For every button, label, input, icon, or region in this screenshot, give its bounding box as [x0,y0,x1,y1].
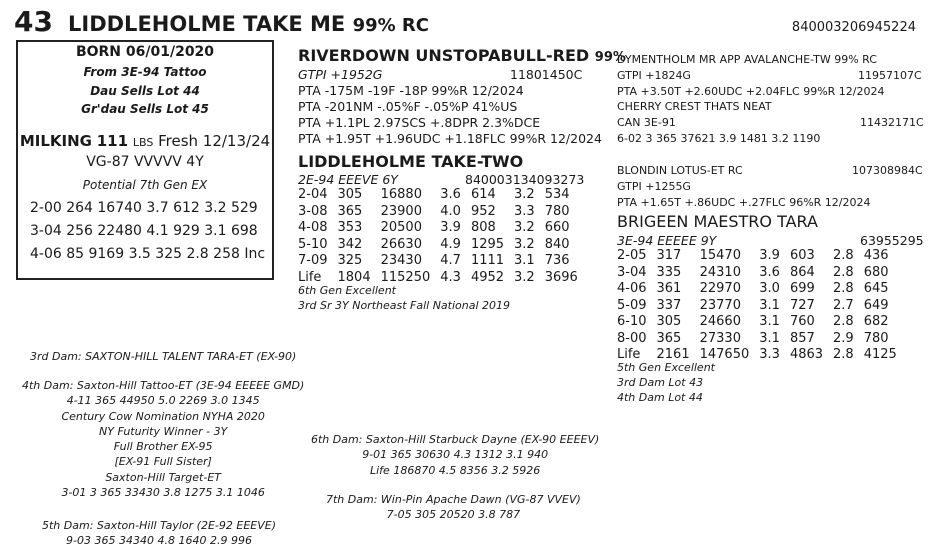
record-cell: 22970 [699,281,741,296]
production-record: 3-04 256 22480 4.1 929 3.1 698 [30,223,258,239]
seventh-dam-line: 7-05 305 20520 3.8 787 [386,508,521,522]
registration-number: 840003206945224 [791,20,916,35]
record-cell: 3.1 [759,297,780,313]
sixth-dam-block [311,432,599,478]
record-cell: 3.2 [514,269,535,285]
record-cell: 857 [789,330,815,346]
record-cell: 1295 [470,236,505,252]
record-cell: 952 [470,203,496,219]
dam-dam-reg: 63955295 [860,233,924,248]
record-cell: 325 [337,253,363,268]
record-cell: 1111 [470,253,505,268]
milking-line [18,132,272,150]
sire-dam-name: CHERRY CREST THATS NEAT [617,100,772,113]
record-row [298,204,588,221]
animal-name: LIDDLEHOLME TAKE ME [68,12,346,36]
record-row [617,331,907,348]
classification: VG-87 VVVVV 4Y [86,154,204,170]
record-cell: 3.2 [514,236,535,252]
record-cell: 436 [863,248,889,263]
record-cell: 3.9 [440,220,461,235]
fourth-dam-line: Century Cow Nomination NYHA 2020 [61,409,265,423]
record-row [617,314,907,331]
record-cell: 3.2 [514,187,535,202]
dam-dam-class: 3E-94 EEEEE 9Y [617,233,717,248]
sire-pta-line: PTA -175M -19F -18P 99%R 12/2024 [298,83,524,98]
sixth-dam-line: 6th Dam: Saxton-Hill Starbuck Dayne (EX-90 EEEEV) [311,433,600,446]
dam-note: 6th Gen Excellent [298,284,396,297]
dam-name: LIDDLEHOLME TAKE-TWO [298,152,524,171]
record-cell: 603 [789,248,815,263]
fourth-dam-line: 4-11 365 44950 5.0 2269 3.0 1345 [66,394,260,408]
record-cell: 7-09 [298,253,328,268]
fourth-dam-line: 4th Dam: Saxton-Hill Tattoo-ET (3E-94 EEEEE GMD) [22,379,305,392]
record-cell: 2.8 [833,347,854,362]
fourth-dam-line: NY Futurity Winner - 3Y [99,424,228,438]
record-cell: 3.1 [514,253,535,268]
record-cell: 2.7 [833,297,854,313]
sire-sire-pta: PTA +3.50T +2.60UDC +2.04FLC 99%R 12/2024 [617,85,885,98]
record-cell: 335 [656,264,682,280]
record-cell: 3696 [544,269,578,285]
record-cell: 365 [656,330,682,346]
dam-note: 3rd Sr 3Y Northeast Fall National 2019 [298,299,511,312]
record-cell: 115250 [380,269,431,285]
record-cell: 1804 [337,269,371,285]
record-cell: 16880 [380,187,422,202]
record-cell: 2161 [656,347,690,362]
record-cell: 4.0 [440,203,461,219]
record-cell: 4-08 [298,220,328,235]
born-date: BORN 06/01/2020 [75,44,215,60]
record-row [298,253,588,270]
record-cell: 365 [337,203,363,219]
record-row [617,265,907,282]
record-cell: 15470 [699,248,741,263]
info-line: From 3E-94 Tattoo [83,65,207,79]
record-row [617,281,907,298]
record-cell: 5-10 [298,236,328,252]
dam-sire-reg: 107308984C [852,164,923,177]
dam-dam-name: BRIGEEN MAESTRO TARA [617,212,818,231]
record-cell: 27330 [699,330,741,346]
record-cell: 534 [544,187,570,202]
record-cell: 6-10 [617,314,647,329]
sire-pta-line: PTA -201NM -.05%F -.05%P 41%US [298,99,518,114]
record-cell: 760 [789,314,815,329]
record-cell: 23770 [699,297,741,313]
record-cell: 305 [337,187,363,202]
record-cell: 808 [470,220,496,235]
record-cell: 614 [470,187,496,202]
record-cell: 147650 [699,347,750,362]
record-cell: 736 [544,253,570,268]
record-cell: 3.2 [514,220,535,235]
dam-dam-note: 5th Gen Excellent [617,361,715,374]
record-cell: 3.6 [440,187,461,202]
fifth-dam-line: 9-03 365 34340 4.8 1640 2.9 996 [66,534,252,548]
sire-pta-line: PTA +1.95T +1.96UDC +1.18FLC 99%R 12/2024 [298,131,602,146]
fourth-dam-line: Saxton-Hill Target-ET [105,470,221,484]
record-cell: 24310 [699,264,741,280]
record-cell: 3.9 [759,248,780,263]
record-cell: 682 [863,314,889,329]
dam-sire-name: BLONDIN LOTUS-ET RC [617,164,743,177]
record-cell: 2.9 [833,330,854,346]
record-row [617,248,907,265]
sire-sire-reg: 11957107C [858,69,922,82]
production-record: 2-00 264 16740 3.7 612 3.2 529 [30,200,258,216]
sire-sire-name: DYMENTHOLM MR APP AVALANCHE-TW 99% RC [617,53,877,66]
info-line: Gr'dau Sells Lot 45 [81,102,209,116]
sixth-dam-line: 9-01 365 30630 4.3 1312 3.1 940 [362,448,549,462]
record-cell: 5-09 [617,297,647,313]
sire-sire-gtpi: GTPI +1824G [617,69,691,82]
dam-dam-note: 3rd Dam Lot 43 [617,376,704,389]
fourth-dam-line: Full Brother EX-95 [113,440,213,454]
record-cell: 3-04 [617,264,647,280]
record-cell: 2-05 [617,248,647,263]
sire-reg: 11801450C [510,67,583,82]
record-cell: 24660 [699,314,741,329]
sire-dam-reg: 11432171C [860,116,924,129]
fifth-dam-line: 5th Dam: Saxton-Hill Taylor (2E-92 EEEVE) [42,519,277,532]
sire-dam-record: 6-02 3 365 37621 3.9 1481 3.2 1190 [617,132,821,145]
lot-number: 43 [14,5,53,38]
record-row [298,237,588,254]
record-cell: 20500 [380,220,422,235]
record-cell: 649 [863,297,889,313]
record-cell: 4863 [789,347,824,362]
fourth-dam-block [22,378,304,500]
record-row [298,187,588,204]
record-cell: 305 [656,314,682,329]
record-cell: 2.8 [833,248,854,263]
record-cell: 2.8 [833,314,854,329]
record-cell: 3.6 [759,264,780,280]
potential-note: Potential 7th Gen EX [82,178,208,192]
seventh-dam-line: 7th Dam: Win-Pin Apache Dawn (VG-87 VVEV) [326,493,581,506]
record-cell: 317 [656,248,682,263]
record-cell: 645 [863,281,889,296]
info-box [16,40,274,280]
animal-title [68,12,429,36]
production-record: 4-06 85 9169 3.5 325 2.8 258 Inc [30,246,266,262]
record-cell: 23430 [380,253,422,268]
record-cell: 3.3 [514,203,535,219]
dam-dam-note: 4th Dam Lot 44 [617,391,703,404]
record-row [617,298,907,315]
record-cell: 4-06 [617,281,647,296]
fifth-dam-block [42,518,276,549]
record-cell: 680 [863,264,889,280]
record-cell: 2-04 [298,187,328,202]
record-cell: 4.7 [440,253,461,268]
fourth-dam-line: 3-01 3 365 33430 3.8 1275 3.1 1046 [61,486,265,500]
fourth-dam-line: [EX-91 Full Sister] [114,455,212,469]
record-cell: 4.3 [440,269,461,285]
lbs-unit: LBS [132,136,154,149]
record-cell: 699 [789,281,815,296]
info-line: Dau Sells Lot 44 [90,84,200,98]
fresh-date: Fresh 12/13/24 [158,132,271,150]
dam-dam-records-table [617,248,907,364]
sire-dam-class: CAN 3E-91 [617,116,676,129]
record-cell: 337 [656,297,682,313]
dam-sire-pta: PTA +1.65T +.86UDC +.27FLC 96%R 12/2024 [617,196,871,209]
record-cell: 353 [337,220,363,235]
record-cell: 26630 [380,236,422,252]
milking-label: MILKING [19,132,92,150]
sire-name-text: RIVERDOWN UNSTOPABULL-RED [298,46,590,65]
record-cell: 840 [544,236,570,252]
record-cell: 864 [789,264,815,280]
record-cell: Life [298,269,322,285]
rc-percent: 99% RC [352,15,429,36]
third-dam: 3rd Dam: SAXTON-HILL TALENT TARA-ET (EX-90) [30,350,297,363]
milking-value: 111 [96,132,129,150]
record-cell: 23900 [380,203,422,219]
sixth-dam-line: Life 186870 4.5 8356 3.2 5926 [370,463,541,477]
dam-class: 2E-94 EEEVE 6Y [298,172,398,187]
record-cell: 8-00 [617,330,647,346]
record-cell: Life [617,347,641,362]
record-cell: 4952 [470,269,505,285]
dam-records-table [298,187,588,286]
record-cell: 660 [544,220,570,235]
sire-gtpi: GTPI +1952G [298,67,383,82]
record-cell: 2.8 [833,281,854,296]
dam-reg: 840003134093273 [465,172,585,187]
record-cell: 4.9 [440,236,461,252]
record-cell: 2.8 [833,264,854,280]
record-cell: 3.0 [759,281,780,296]
record-cell: 361 [656,281,682,296]
dam-sire-gtpi: GTPI +1255G [617,180,691,193]
record-cell: 780 [863,330,889,346]
record-cell: 342 [337,236,363,252]
sire-pta-line: PTA +1.1PL 2.97SCS +.8DPR 2.3%DCE [298,115,541,130]
sire-percent: 99% [594,50,626,65]
sire-name [298,46,626,65]
record-cell: 3.3 [759,347,780,362]
record-cell: 3.1 [759,330,780,346]
record-cell: 727 [789,297,815,313]
record-cell: 3.1 [759,314,780,329]
record-cell: 4125 [863,347,897,362]
record-cell: 780 [544,203,570,219]
record-cell: 3-08 [298,203,328,219]
record-row [298,220,588,237]
seventh-dam-block [326,492,581,523]
